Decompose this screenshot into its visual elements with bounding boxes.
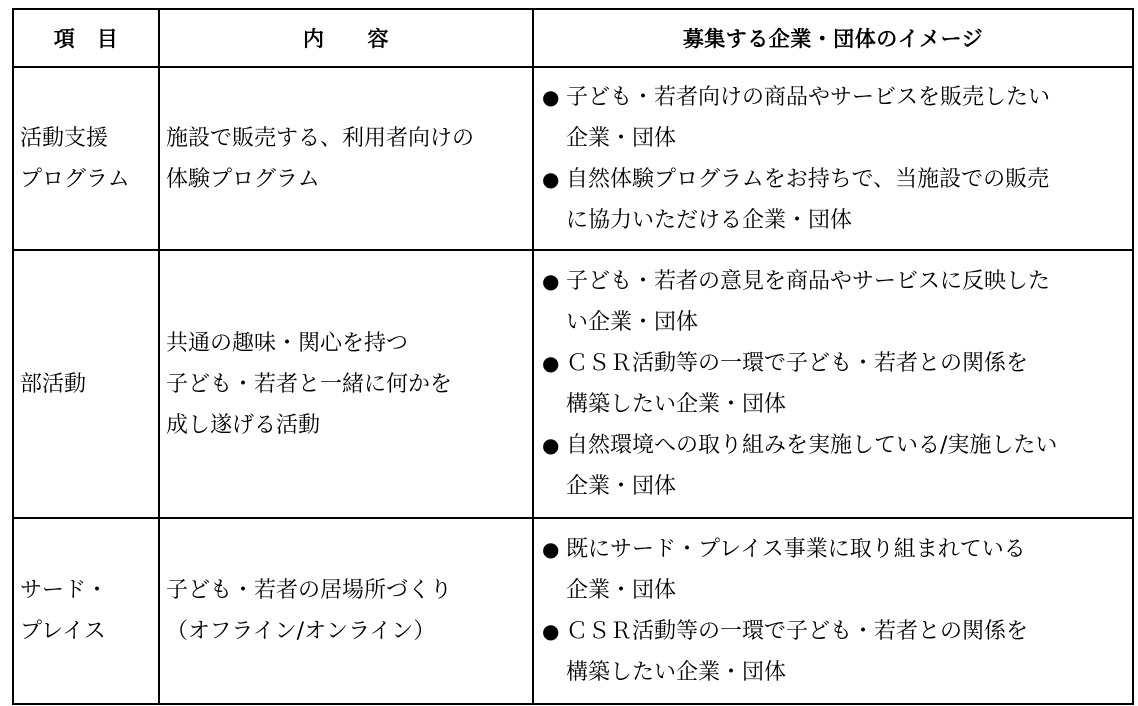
bullet-item [542, 343, 1126, 425]
bullet-text: ＣＳＲ活動等の一環で子ども・若者との関係を [566, 351, 1029, 376]
table-row [13, 67, 1133, 250]
content-line: 施設で販売する、利用者向けの [166, 125, 475, 151]
bullet-text: 子ども・若者向けの商品やサービスを販売したい [566, 84, 1051, 110]
bullet-text: 企業・団体 [566, 578, 677, 603]
bullet-icon: ● [542, 619, 560, 643]
bullet-icon: ● [542, 433, 560, 457]
content-cell [159, 518, 533, 704]
content-cell [159, 67, 533, 250]
header-item: 項 目 [13, 9, 159, 67]
content-line: 子ども・若者と一緒に何かを [166, 371, 453, 397]
bullet-text: 企業・団体 [566, 125, 677, 151]
content-cell [159, 250, 533, 518]
bullet-item [542, 261, 1126, 343]
bullet-text: 既にサード・プレイス事業に取り組まれている [566, 537, 1026, 562]
bullet-item [542, 611, 1126, 693]
bullet-icon: ● [542, 166, 560, 191]
content-line: 体験プログラム [166, 166, 320, 192]
image-cell [533, 250, 1133, 518]
image-cell [533, 518, 1133, 704]
bullet-item [542, 159, 1126, 241]
bullet-text: ＣＳＲ活動等の一環で子ども・若者との関係を [566, 619, 1029, 644]
content-line: 成し遂げる活動 [166, 412, 321, 438]
bullet-text: 構築したい企業・団体 [566, 392, 787, 417]
item-cell [13, 518, 159, 704]
bullet-text: に協力いただける企業・団体 [566, 207, 853, 233]
item-line: 活動支援 [20, 125, 109, 151]
image-cell [533, 67, 1133, 250]
bullet-icon: ● [542, 537, 560, 561]
table-row [13, 518, 1133, 704]
bullet-text: 構築したい企業・団体 [566, 660, 787, 685]
item-line: 部活動 [20, 371, 87, 397]
item-line: プログラム [20, 166, 130, 192]
bullet-text: 自然環境への取り組みを実施している/実施したい [566, 433, 1058, 458]
bullet-item [542, 529, 1126, 611]
item-line: サード・ [20, 578, 109, 603]
header-image: 募集する企業・団体のイメージ [533, 9, 1133, 67]
bullet-text: 企業・団体 [566, 474, 677, 499]
header-content: 内 容 [159, 9, 533, 67]
bullet-icon: ● [542, 351, 560, 375]
content-line: 子ども・若者の居場所づくり [166, 578, 453, 603]
item-line: プレイス [20, 619, 106, 644]
bullet-text: 自然体験プログラムをお持ちで、当施設での販売 [566, 166, 1050, 192]
item-cell [13, 250, 159, 518]
item-cell [13, 67, 159, 250]
bullet-icon: ● [542, 269, 560, 293]
bullet-text: 子ども・若者の意見を商品やサービスに反映した [566, 269, 1051, 294]
bullet-item [542, 77, 1126, 159]
content-line: （オフライン/オンライン） [166, 619, 436, 644]
table-row [13, 250, 1133, 518]
recruitment-table [12, 8, 1134, 705]
content-line: 共通の趣味・関心を持つ [166, 330, 409, 356]
header-row [13, 9, 1133, 67]
bullet-icon: ● [542, 84, 560, 109]
bullet-text: い企業・団体 [566, 310, 699, 335]
bullet-item [542, 425, 1126, 507]
